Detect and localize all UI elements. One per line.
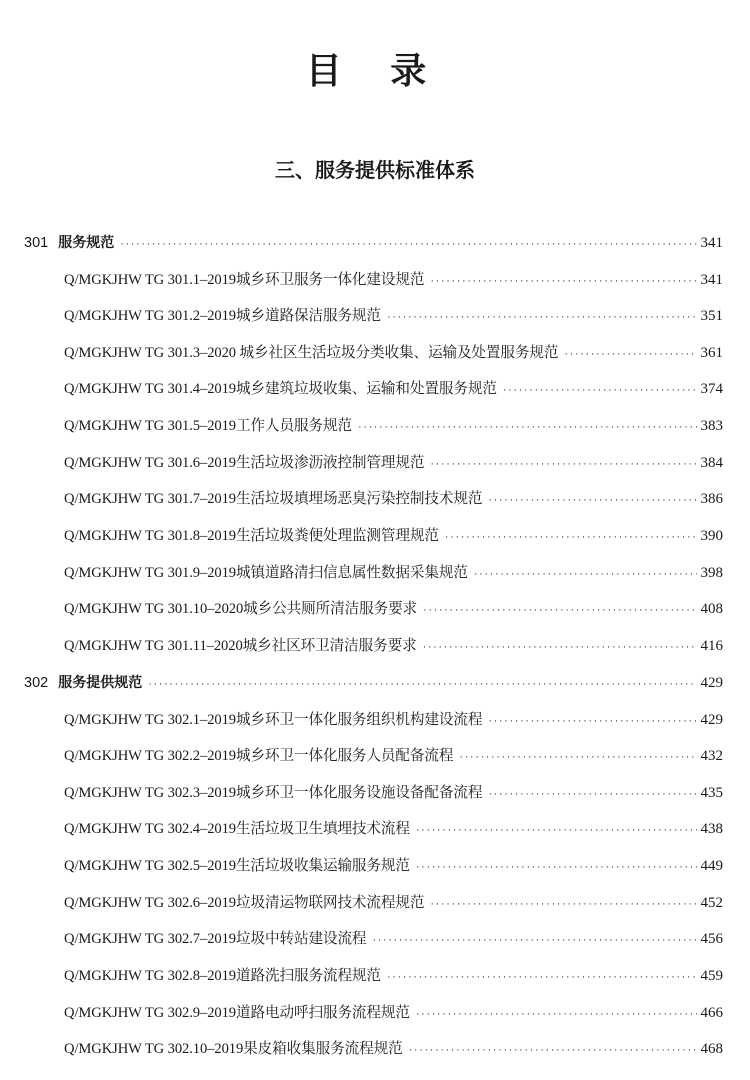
entry-title: Q/MGKJHW TG 302.2–2019城乡环卫一体化服务人员配备流程 [64,748,454,764]
leader-dots [423,593,696,627]
entry-title: Q/MGKJHW TG 301.8–2019生活垃圾粪便处理监测管理规范 [64,528,439,544]
entry-title: Q/MGKJHW TG 302.7–2019垃圾中转站建设流程 [64,931,367,947]
page-number: 456 [700,931,723,947]
page-number: 408 [700,601,723,617]
page-number: 429 [700,712,723,728]
entry-title: Q/MGKJHW TG 302.1–2019城乡环卫一体化服务组织机构建设流程 [64,712,483,728]
toc-entry[interactable] [64,629,723,663]
page-number: 438 [700,821,723,837]
leader-dots [423,630,697,664]
leader-dots [358,410,697,444]
entry-title: Q/MGKJHW TG 302.6–2019垃圾清运物联网技术流程规范 [64,895,425,911]
page-number: 341 [700,235,723,251]
page-number: 374 [700,381,723,397]
leader-dots [488,483,696,517]
leader-dots [503,373,697,407]
leader-dots [430,264,696,298]
group-number: 302 [24,675,49,691]
toc-entry[interactable] [64,519,723,553]
entry-title: Q/MGKJHW TG 301.1–2019城乡环卫服务一体化建设规范 [64,272,425,288]
leader-dots [387,300,697,334]
toc-entry[interactable] [64,996,723,1030]
page-number: 384 [700,455,723,471]
toc-entry[interactable] [64,446,723,480]
toc-entry[interactable] [64,739,723,773]
toc-entry[interactable] [64,849,723,883]
leader-dots [459,740,696,774]
leader-dots [488,704,696,738]
page-number: 383 [700,418,723,434]
entry-title: Q/MGKJHW TG 302.9–2019道路电动呼扫服务流程规范 [64,1005,410,1021]
group-title: 服务提供规范 [58,675,143,691]
page-number: 416 [700,638,723,654]
leader-dots [372,923,696,957]
entry-title: Q/MGKJHW TG 302.3–2019城乡环卫一体化服务设施设备配备流程 [64,785,483,801]
toc-group-301[interactable] [24,226,723,260]
entry-title: Q/MGKJHW TG 301.2–2019城乡道路保洁服务规范 [64,308,381,324]
page-number: 351 [700,308,723,324]
toc-entry[interactable] [64,592,723,626]
page-number: 452 [700,895,723,911]
entry-title: Q/MGKJHW TG 301.10–2020城乡公共厕所清洁服务要求 [64,601,418,617]
page-number: 449 [700,858,723,874]
page-number: 459 [700,968,723,984]
entry-title: Q/MGKJHW TG 301.5–2019工作人员服务规范 [64,418,352,434]
entry-title: Q/MGKJHW TG 301.7–2019生活垃圾填埋场恶臭污染控制技术规范 [64,491,483,507]
toc-entry[interactable] [64,482,723,516]
entry-title: Q/MGKJHW TG 301.4–2019城乡建筑垃圾收集、运输和处置服务规范 [64,381,497,397]
page-number: 435 [700,785,723,801]
toc-entry[interactable] [64,886,723,920]
page-number: 398 [700,565,723,581]
toc-entry[interactable] [64,556,723,590]
leader-dots [430,447,696,481]
leader-dots [416,850,697,884]
leader-dots [488,777,696,811]
entry-title: Q/MGKJHW TG 301.3–2020 城乡社区生活垃圾分类收集、运输及处置服务规范 [64,345,559,361]
toc-entry[interactable] [64,776,723,810]
leader-dots [564,337,696,371]
entry-title: Q/MGKJHW TG 302.10–2019果皮箱收集服务流程规范 [64,1041,403,1057]
toc-entry[interactable] [64,703,723,737]
page-number: 390 [700,528,723,544]
leader-dots [387,960,697,994]
leader-dots [148,667,696,701]
toc-entry[interactable] [64,336,723,370]
leader-dots [416,997,697,1031]
page-number: 466 [700,1005,723,1021]
page-number: 429 [700,675,723,691]
leader-dots [409,1033,697,1067]
toc-entry[interactable] [64,263,723,297]
leader-dots [474,557,697,591]
section-title: 三、服务提供标准体系 [275,158,475,182]
page-number: 468 [700,1041,723,1057]
entry-title: Q/MGKJHW TG 301.6–2019生活垃圾渗沥液控制管理规范 [64,455,425,471]
leader-dots [445,520,697,554]
entry-title: Q/MGKJHW TG 301.11–2020城乡社区环卫清洁服务要求 [64,638,417,654]
entry-title: Q/MGKJHW TG 302.4–2019生活垃圾卫生填埋技术流程 [64,821,410,837]
entry-title: Q/MGKJHW TG 302.5–2019生活垃圾收集运输服务规范 [64,858,410,874]
entry-title: Q/MGKJHW TG 302.8–2019道路洗扫服务流程规范 [64,968,381,984]
page-number: 386 [700,491,723,507]
group-title: 服务规范 [58,235,115,251]
toc-entry[interactable] [64,299,723,333]
group-number: 301 [24,235,49,251]
leader-dots [120,227,696,261]
page-number: 432 [700,748,723,764]
entry-title: Q/MGKJHW TG 301.9–2019城镇道路清扫信息属性数据采集规范 [64,565,468,581]
toc-entry[interactable] [64,372,723,406]
toc-entry[interactable] [64,959,723,993]
page-number: 341 [700,272,723,288]
toc-entry[interactable] [64,409,723,443]
page-number: 361 [700,345,723,361]
toc-entry[interactable] [64,922,723,956]
toc-group-302[interactable] [24,666,723,700]
toc-entry[interactable] [64,1032,723,1066]
leader-dots [416,813,697,847]
toc-entry[interactable] [64,812,723,846]
page-title: 目 录 [305,51,445,92]
leader-dots [430,887,696,921]
